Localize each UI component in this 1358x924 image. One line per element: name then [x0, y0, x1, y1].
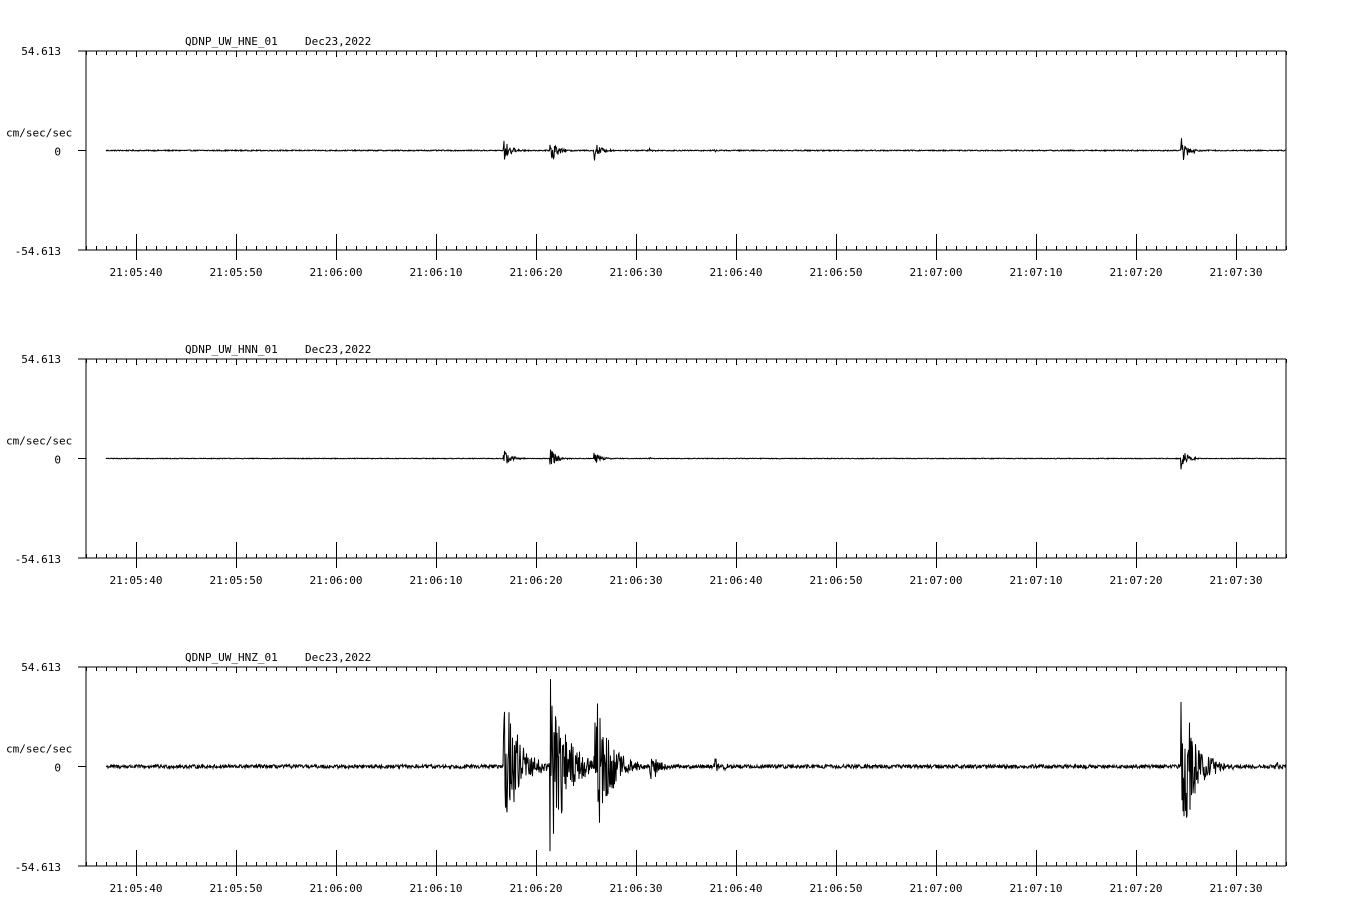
- panel-3-station-title: QDNP_UW_HNZ_01: [185, 651, 278, 664]
- panel-3-x-tick-label: 21:05:50: [209, 882, 263, 895]
- panel-2-y-min-label: -54.613: [14, 553, 61, 566]
- panel-1-x-tick-label: 21:05:50: [209, 266, 263, 279]
- panel-2: [6, 343, 1287, 587]
- panel-1-y-zero-label: 0: [54, 145, 61, 159]
- panel-1-x-tick-label: 21:06:30: [609, 266, 663, 279]
- panel-2-y-max-label: 54.613: [21, 353, 61, 366]
- panel-2-date: Dec23,2022: [305, 343, 372, 356]
- panel-2-y-axis-label: cm/sec/sec: [6, 434, 73, 448]
- panel-3-x-tick-label: 21:07:10: [1009, 882, 1063, 895]
- panel-2-x-tick-label: 21:06:50: [809, 574, 863, 587]
- panel-1-x-tick-label: 21:07:20: [1109, 266, 1163, 279]
- panel-2-waveform: [106, 450, 1286, 470]
- panel-2-x-tick-label: 21:05:40: [109, 574, 163, 587]
- panel-2-x-tick-label: 21:06:00: [309, 574, 363, 587]
- panel-3-waveform: [106, 679, 1286, 851]
- panel-1-station-title: QDNP_UW_HNE_01: [185, 35, 278, 48]
- panel-3-x-tick-label: 21:07:00: [909, 882, 963, 895]
- panel-2-x-tick-label: 21:07:10: [1009, 574, 1063, 587]
- panel-3-x-tick-label: 21:06:30: [609, 882, 663, 895]
- panel-2-station-title: QDNP_UW_HNN_01: [185, 343, 278, 356]
- panel-3-x-tick-label: 21:06:40: [709, 882, 763, 895]
- panel-2-x-tick-label: 21:05:50: [209, 574, 263, 587]
- panel-3-y-zero-label: 0: [54, 761, 61, 775]
- panel-3-y-max-label: 54.613: [21, 661, 61, 674]
- panel-2-x-tick-label: 21:07:20: [1109, 574, 1163, 587]
- panel-1-waveform: [106, 138, 1286, 160]
- panel-1-x-tick-label: 21:06:20: [509, 266, 563, 279]
- panel-1-y-min-label: -54.613: [14, 245, 61, 258]
- panel-3-date: Dec23,2022: [305, 651, 372, 664]
- panel-1-y-max-label: 54.613: [21, 45, 61, 58]
- panel-2-x-tick-label: 21:07:30: [1209, 574, 1263, 587]
- panel-1-x-tick-label: 21:07:30: [1209, 266, 1263, 279]
- panel-3-y-min-label: -54.613: [14, 861, 61, 874]
- panel-3-x-tick-label: 21:06:20: [509, 882, 563, 895]
- panel-2-x-tick-label: 21:06:10: [409, 574, 463, 587]
- panel-3-x-tick-label: 21:06:50: [809, 882, 863, 895]
- panel-3-y-axis-label: cm/sec/sec: [6, 742, 73, 756]
- panel-3-x-tick-label: 21:07:20: [1109, 882, 1163, 895]
- panel-3-x-tick-label: 21:05:40: [109, 882, 163, 895]
- panel-1-date: Dec23,2022: [305, 35, 372, 48]
- panel-1-x-tick-label: 21:07:10: [1009, 266, 1063, 279]
- panel-1-x-tick-label: 21:07:00: [909, 266, 963, 279]
- panel-2-y-zero-label: 0: [54, 453, 61, 467]
- panel-1-x-tick-label: 21:06:50: [809, 266, 863, 279]
- panel-1-x-tick-label: 21:06:00: [309, 266, 363, 279]
- panel-2-x-tick-label: 21:06:20: [509, 574, 563, 587]
- panel-1-x-tick-label: 21:06:10: [409, 266, 463, 279]
- panel-3-x-tick-label: 21:06:00: [309, 882, 363, 895]
- panel-2-x-tick-label: 21:06:40: [709, 574, 763, 587]
- panel-1: [6, 35, 1287, 279]
- panel-1-x-tick-label: 21:05:40: [109, 266, 163, 279]
- panel-2-x-tick-label: 21:06:30: [609, 574, 663, 587]
- panel-3-x-tick-label: 21:07:30: [1209, 882, 1263, 895]
- panel-3: [6, 651, 1287, 895]
- panel-1-x-tick-label: 21:06:40: [709, 266, 763, 279]
- panel-3-x-tick-label: 21:06:10: [409, 882, 463, 895]
- panel-1-y-axis-label: cm/sec/sec: [6, 126, 73, 140]
- panel-2-x-tick-label: 21:07:00: [909, 574, 963, 587]
